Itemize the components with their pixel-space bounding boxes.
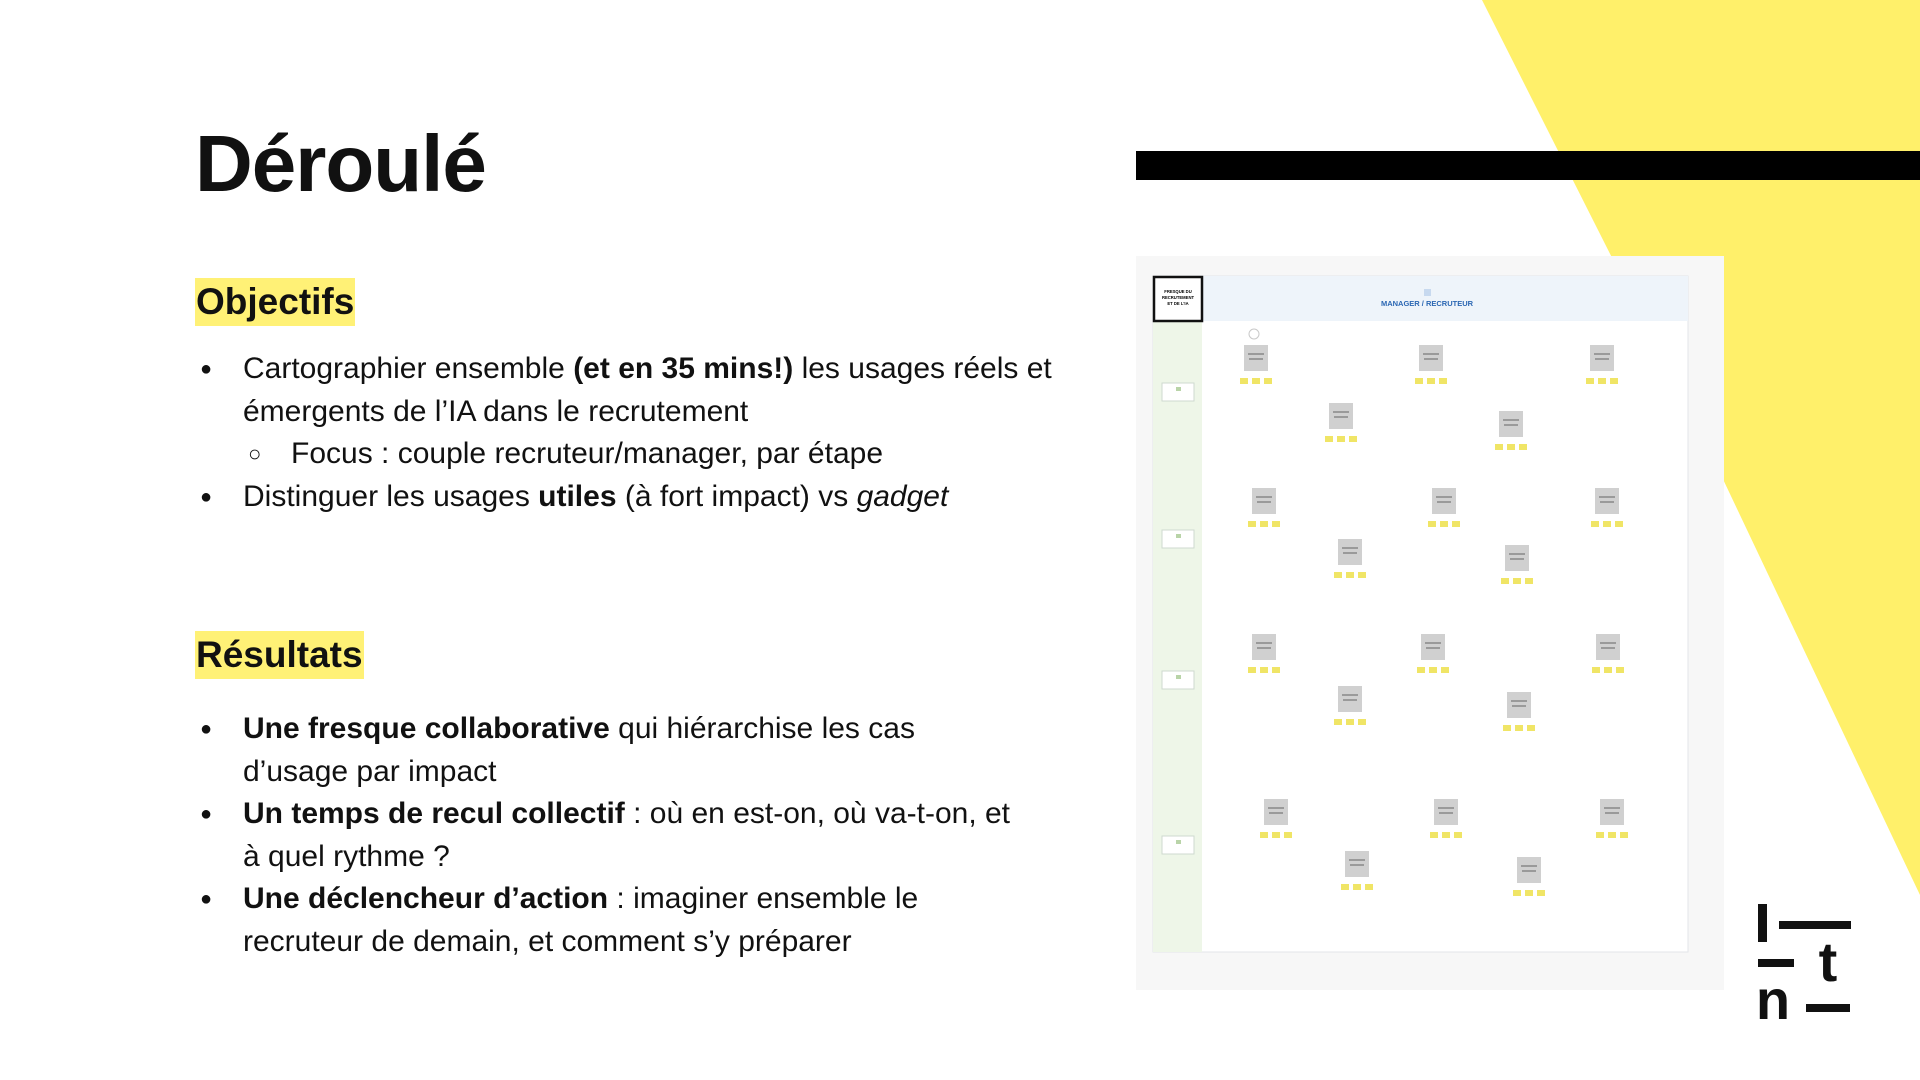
board-card: [1495, 411, 1527, 450]
board-row-marker: [1162, 383, 1194, 401]
board-card: [1341, 851, 1373, 890]
board-row-marker: [1162, 671, 1194, 689]
board-card: [1596, 799, 1628, 838]
itn-logo-icon: [1748, 898, 1858, 1022]
resultats-list: [195, 708, 1025, 963]
board-row-marker: [1162, 836, 1194, 854]
board-card: [1260, 799, 1292, 838]
board-corner-label-line: ET DE L'IA: [1167, 301, 1189, 306]
list-item: ● Une déclencheur d’action : imaginer ensemble le recruteur de demain, et comment s’y préparer: [195, 878, 1025, 963]
board-card: [1334, 539, 1366, 578]
sub-list: [243, 433, 1095, 476]
board-card: [1513, 857, 1545, 896]
board-card: [1503, 692, 1535, 731]
objectifs-heading: Objectifs: [195, 278, 355, 326]
list-item: ● Une fresque collaborative qui hiérarchise les cas d’usage par impact: [195, 708, 1025, 793]
board-card: [1248, 488, 1280, 527]
board-card: [1240, 345, 1272, 384]
board-card: [1430, 799, 1462, 838]
board-card: [1334, 686, 1366, 725]
fresque-board-image: [1136, 256, 1724, 990]
list-item: ● Distinguer les usages utiles (à fort impact) vs gadget: [195, 476, 1095, 519]
list-item: ● Un temps de recul collectif : où en est-on, où va-t-on, et à quel rythme ?: [195, 793, 1025, 878]
board-card: [1415, 345, 1447, 384]
board-card: [1417, 634, 1449, 673]
title-divider-bar: [1136, 151, 1920, 180]
board-card: [1325, 403, 1357, 442]
board-card: [1586, 345, 1618, 384]
board-card: [1428, 488, 1460, 527]
board-card: [1592, 634, 1624, 673]
board-card: [1501, 545, 1533, 584]
svg-text:n: n: [1755, 968, 1791, 1022]
list-item: ● Cartographier ensemble (et en 35 mins!) les usages réels et émergents de l’IA dans le recrutement ○ Focus : couple recruteur/manager, par étape: [195, 348, 1095, 476]
sub-list-item: ○ Focus : couple recruteur/manager, par étape: [243, 433, 1095, 476]
board-corner-label-line: FRESQUE DU: [1164, 289, 1192, 294]
board-card: [1248, 634, 1280, 673]
objectifs-list: [195, 348, 1095, 518]
board-card: [1591, 488, 1623, 527]
board-header-label: MANAGER / RECRUTEUR: [1380, 299, 1474, 308]
slide-title: Déroulé: [195, 119, 486, 208]
svg-text:t: t: [1818, 930, 1838, 993]
board-row-marker: [1162, 530, 1194, 548]
resultats-heading: Résultats: [195, 631, 364, 679]
board-corner-label-line: RECRUTEMENT: [1161, 295, 1195, 300]
